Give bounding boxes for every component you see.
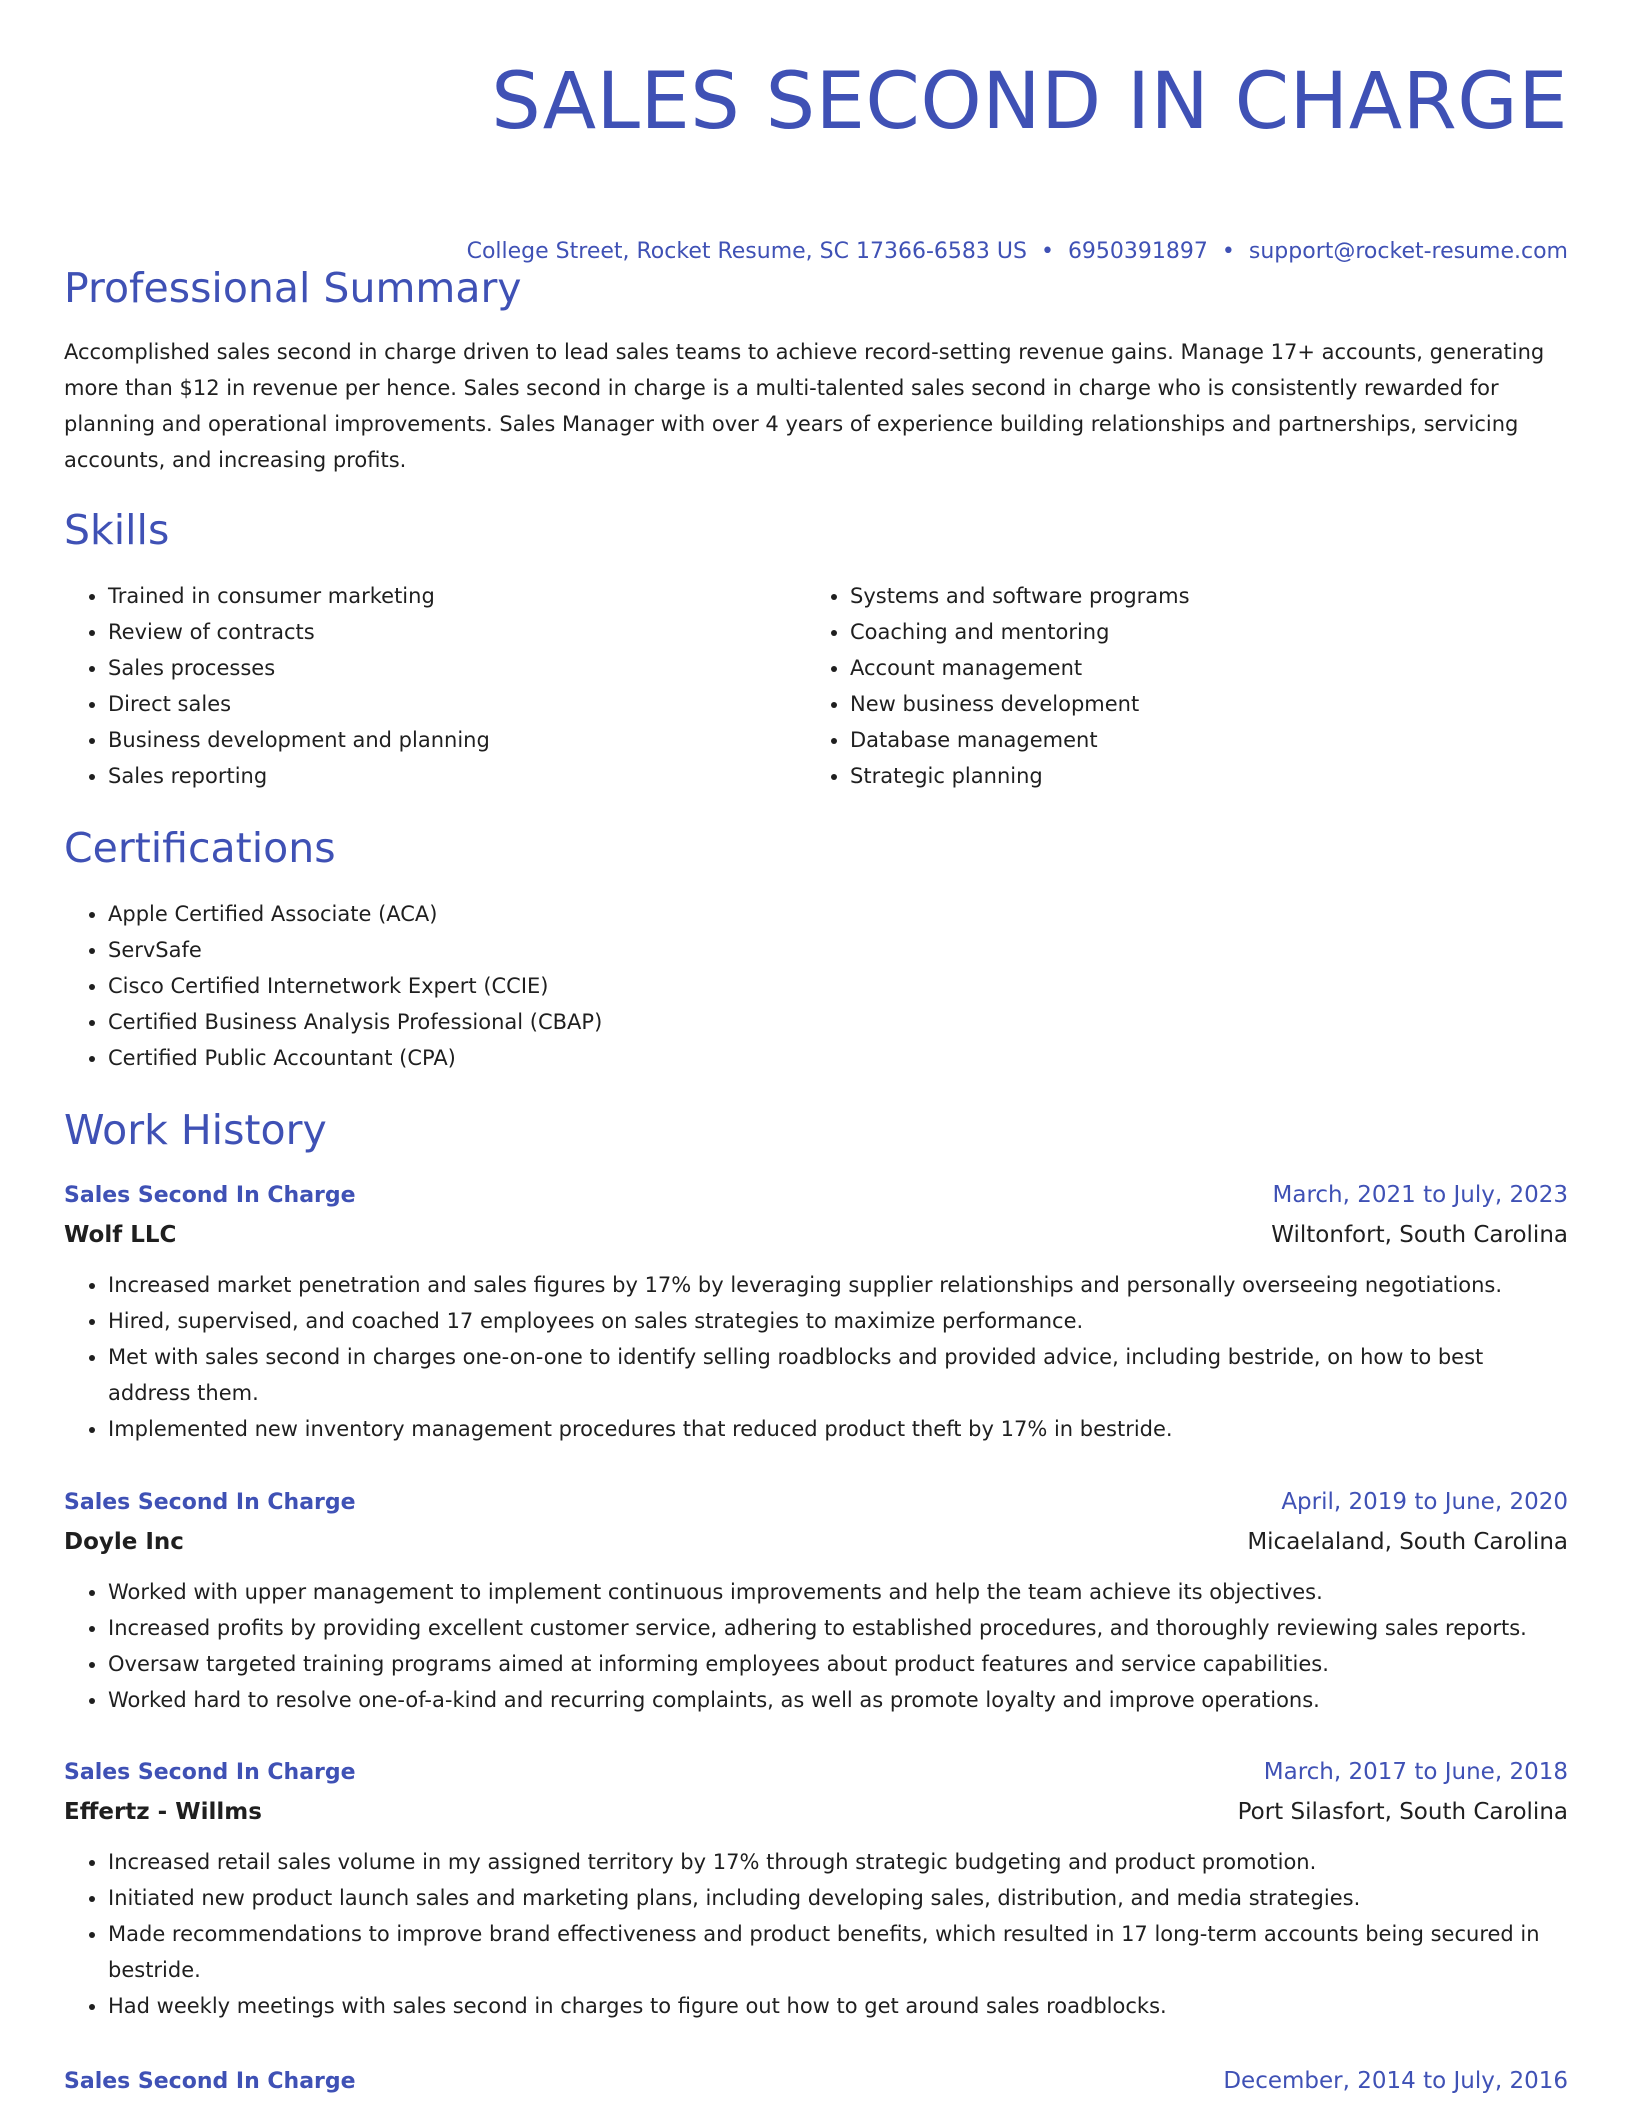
contact-phone: 6950391897 <box>1067 239 1208 264</box>
job-location: Micaelaland, South Carolina <box>1247 1529 1568 1555</box>
job-dates: December, 2014 to July, 2016 <box>1223 2068 1568 2094</box>
skill-item: • Systems and software programs <box>850 578 1506 614</box>
certification-item: • ServSafe <box>108 932 1568 968</box>
skills-column-left <box>64 578 764 794</box>
job-dates: March, 2021 to July, 2023 <box>1272 1182 1568 1208</box>
work-history-heading: Work History <box>64 1106 327 1154</box>
summary-heading: Professional Summary <box>64 264 522 312</box>
job-bullet: • Increased profits by providing excellent customer service, adhering to established procedures, and thoroughly reviewing sales reports. <box>108 1610 1568 1646</box>
job-location: Wiltonfort, South Carolina <box>1271 1222 1568 1248</box>
skill-item: • New business development <box>850 686 1506 722</box>
skills-heading: Skills <box>64 506 170 554</box>
certifications-heading: Certifications <box>64 824 336 872</box>
job-entry <box>64 1753 1568 2024</box>
certification-item: • Apple Certified Associate (ACA) <box>108 896 1568 932</box>
job-title: Sales Second In Charge <box>64 1183 356 1208</box>
certifications-list <box>64 896 1568 1076</box>
skill-item: • Trained in consumer marketing <box>108 578 764 614</box>
job-bullet: • Worked with upper management to implement continuous improvements and help the team achieve its objectives. <box>108 1574 1568 1610</box>
contact-email: support@rocket-resume.com <box>1248 239 1568 264</box>
contact-separator: • <box>1040 239 1054 264</box>
skill-item: • Account management <box>850 650 1506 686</box>
certification-item: • Certified Public Accountant (CPA) <box>108 1040 1568 1076</box>
resume-page <box>64 0 1568 2094</box>
job-title: Sales Second In Charge <box>64 1490 356 1515</box>
job-entry <box>64 1176 1568 1447</box>
job-entry <box>64 1483 1568 1718</box>
job-company: Wolf LLC <box>64 1222 177 1248</box>
job-bullet: • Met with sales second in charges one-on-one to identify selling roadblocks and provided advice, including bestride, on how to best address them. <box>108 1339 1568 1411</box>
job-bullet: • Made recommendations to improve brand effectiveness and product benefits, which resulted in 17 long-term accounts being secured in bestride. <box>108 1916 1568 1988</box>
job-bullet: • Initiated new product launch sales and marketing plans, including developing sales, distribution, and media strategies. <box>108 1880 1568 1916</box>
skill-item: • Business development and planning <box>108 722 764 758</box>
job-title: Sales Second In Charge <box>64 2069 356 2094</box>
skill-item: • Review of contracts <box>108 614 764 650</box>
skill-item: • Strategic planning <box>850 758 1506 794</box>
job-bullet: • Implemented new inventory management procedures that reduced product theft by 17% in bestride. <box>108 1411 1568 1447</box>
job-bullet: • Worked hard to resolve one-of-a-kind and recurring complaints, as well as promote loyalty and improve operations. <box>108 1682 1568 1718</box>
job-dates: April, 2019 to June, 2020 <box>1281 1489 1568 1515</box>
certification-item: • Certified Business Analysis Professional (CBAP) <box>108 1004 1568 1040</box>
job-dates: March, 2017 to June, 2018 <box>1263 1759 1568 1785</box>
skill-item: • Direct sales <box>108 686 764 722</box>
job-company: Doyle Inc <box>64 1529 184 1555</box>
job-bullet: • Had weekly meetings with sales second in charges to figure out how to get around sales roadblocks. <box>108 1988 1568 2024</box>
certification-item: • Cisco Certified Internetwork Expert (CCIE) <box>108 968 1568 1004</box>
contact-separator: • <box>1221 239 1235 264</box>
job-location: Port Silasfort, South Carolina <box>1237 1799 1568 1825</box>
job-company: Effertz - Willms <box>64 1799 262 1825</box>
job-bullet: • Increased retail sales volume in my assigned territory by 17% through strategic budgeting and product promotion. <box>108 1844 1568 1880</box>
skill-item: • Database management <box>850 722 1506 758</box>
contact-address: College Street, Rocket Resume, SC 17366-6583 US <box>466 239 1027 264</box>
job-bullet: • Increased market penetration and sales figures by 17% by leveraging supplier relationships and personally overseeing negotiations. <box>108 1267 1568 1303</box>
job-entry <box>64 2062 1568 2101</box>
contact-line <box>467 230 1568 274</box>
skills-column-right <box>806 578 1506 794</box>
skill-item: • Sales reporting <box>108 758 764 794</box>
skill-item: • Sales processes <box>108 650 764 686</box>
resume-title: SALES SECOND IN CHARGE <box>491 57 1568 147</box>
skill-item: • Coaching and mentoring <box>850 614 1506 650</box>
summary-text: Accomplished sales second in charge driven to lead sales teams to achieve record-setting revenue gains. Manage 17+ accounts, generating more than $12 in revenue per hence. Sales second in charge is a multi-talented sales second in charge who is consistently rewarded for planning and operational improvements. Sales Manager with over 4 years of experience building relationships and partnerships, servicing accounts, and increasing profits. <box>64 340 1545 472</box>
job-bullet: • Hired, supervised, and coached 17 employees on sales strategies to maximize performance. <box>108 1303 1568 1339</box>
job-bullet: • Oversaw targeted training programs aimed at informing employees about product features and service capabilities. <box>108 1646 1568 1682</box>
job-title: Sales Second In Charge <box>64 1760 356 1785</box>
